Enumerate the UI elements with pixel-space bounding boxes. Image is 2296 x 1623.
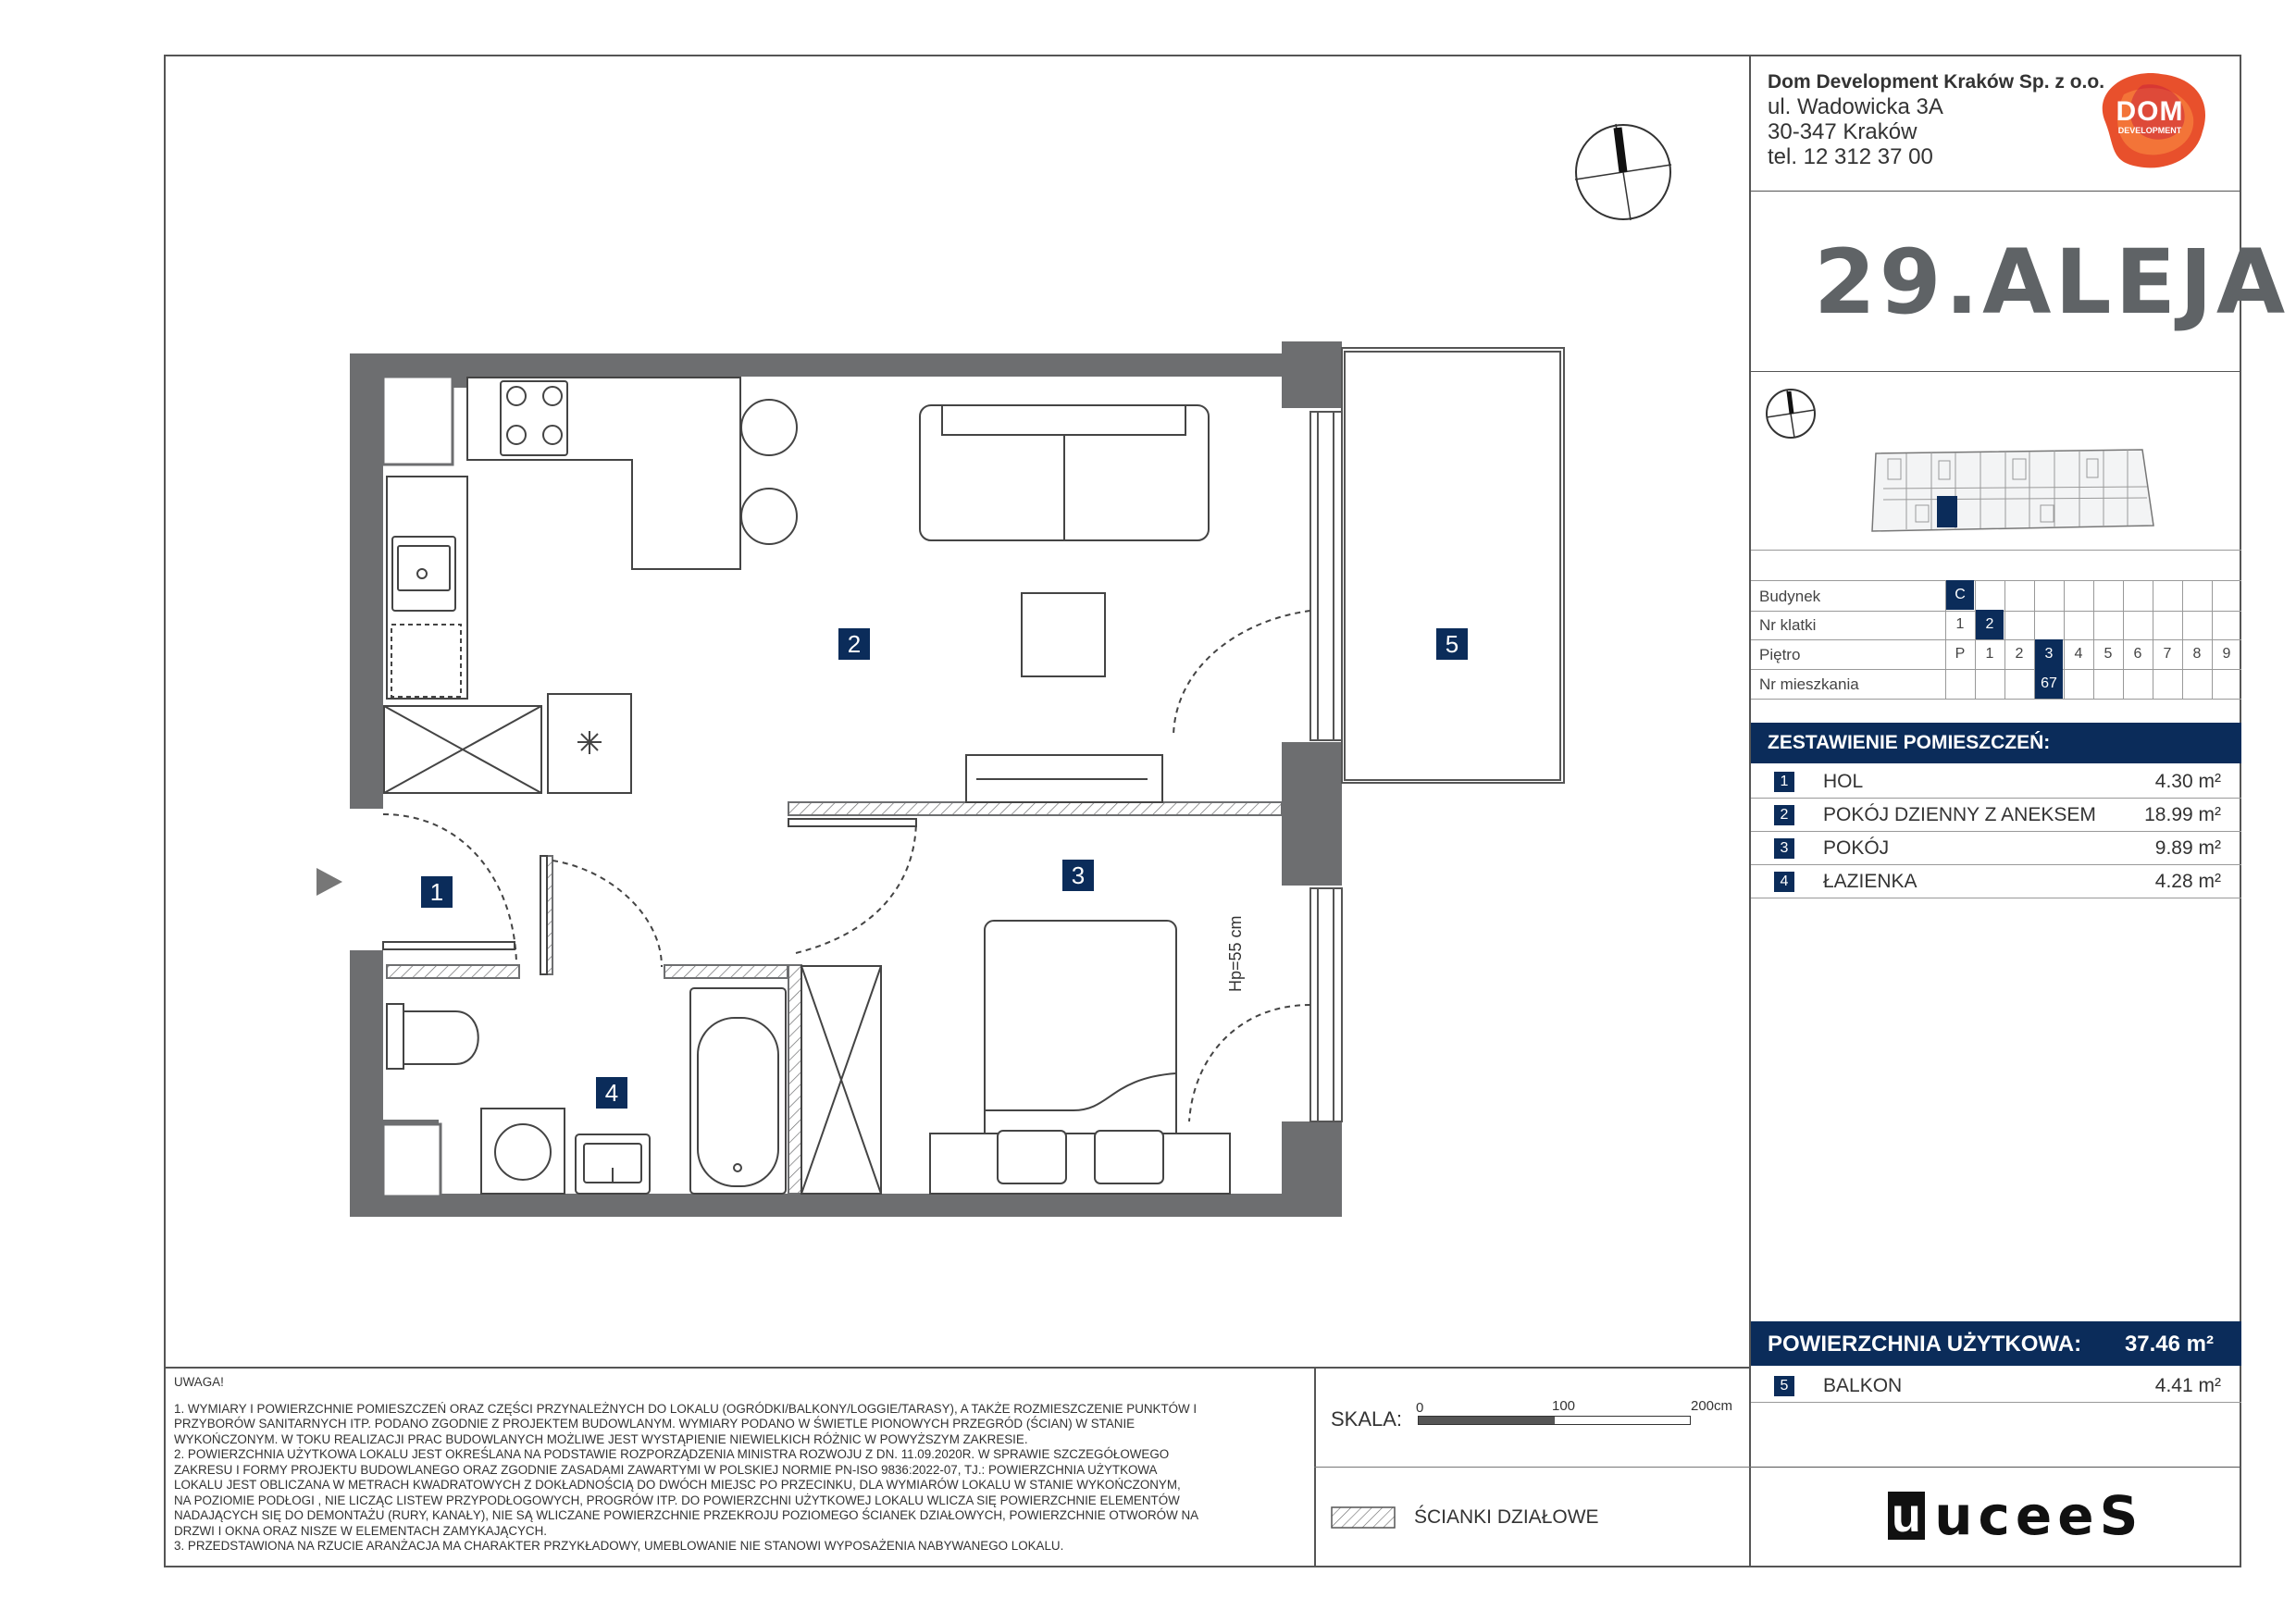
room-number: 3 — [1774, 838, 1794, 859]
location-cell — [2093, 580, 2122, 610]
notes-heading: UWAGA! — [174, 1375, 224, 1389]
location-cell — [2064, 669, 2092, 699]
sep-2 — [1751, 371, 2241, 372]
scale-tick-200: 200cm — [1691, 1398, 1733, 1414]
dom-development-logo — [2087, 67, 2212, 174]
room-tag-4: 4 — [596, 1077, 627, 1109]
location-cell — [2153, 580, 2181, 610]
location-cell: 1 — [1975, 639, 2004, 669]
note-line: ZAKRESU I FORMY PROJEKTU BUDOWLANEGO ORAZ ZGODNIE ZASADAMI ZAWARTYMI W POLSKIEJ NORMIE PN-ISO 9836:2022-07, TJ.: POWIERZCHNIA UŻYTKOWA — [174, 1462, 1158, 1477]
room-area: 4.41 m² — [2154, 1375, 2221, 1396]
note-line: 3. PRZEDSTAWIONA NA RZUCIE ARANŻACJA MA CHARAKTER PRZYKŁADOWY, UMEBLOWANIE NIE STANOWI WYPOSAŻENIA NABYWANEGO LOKALU. — [174, 1539, 1064, 1553]
row-label: Nr klatki — [1759, 616, 1817, 634]
legend-divider — [1314, 1467, 1751, 1468]
building-keyplan — [1865, 442, 2161, 544]
company-phone: tel. 12 312 37 00 — [1768, 144, 1933, 169]
note-line: 1. WYMIARY I POWIERZCHNIE POMIESZCZEŃ ORAZ CZĘŚCI PRZYNALEŻNYCH DO LOKALU (OGRÓDKI/BALKONY/LOGGIE/TARASY), A TAKŻE ROZMIESZCZENIE PUNKTÓW I — [174, 1401, 1198, 1416]
location-cell — [1975, 580, 2004, 610]
location-cell — [2034, 610, 2063, 639]
logo-text: uceeS — [1934, 1484, 2144, 1547]
uceesm-logo — [1888, 1484, 2144, 1547]
usable-area-label: POWIERZCHNIA UŻYTKOWA: — [1768, 1332, 2082, 1357]
logo-text-top: DOM — [2116, 96, 2184, 127]
scale-bar — [1418, 1416, 1691, 1425]
location-cell — [2182, 610, 2211, 639]
bedroom-furniture — [930, 921, 1230, 1194]
location-cell: C — [1945, 580, 1974, 610]
location-cell: 7 — [2153, 639, 2181, 669]
balcony-outline — [1342, 348, 1564, 783]
location-cell: 6 — [2123, 639, 2152, 669]
room-number: 2 — [1774, 805, 1794, 825]
location-cell: P — [1945, 639, 1974, 669]
room-area: 18.99 m² — [2144, 804, 2221, 825]
location-cell: 1 — [1945, 610, 1974, 639]
location-cell: 67 — [2034, 669, 2063, 699]
location-cell: 3 — [2034, 639, 2063, 669]
location-cell — [2064, 580, 2092, 610]
location-cell — [2123, 610, 2152, 639]
scale-tick-100: 100 — [1552, 1398, 1576, 1414]
notes-block — [174, 1375, 1308, 1555]
room-name: POKÓJ DZIENNY Z ANEKSEM — [1823, 804, 2096, 825]
room-tag-3: 3 — [1062, 860, 1094, 891]
hatch-swatch — [1331, 1506, 1396, 1533]
location-cell — [2004, 610, 2033, 639]
location-cell — [2093, 610, 2122, 639]
scale-label: SKALA: — [1331, 1407, 1403, 1431]
location-cell: 2 — [1975, 610, 2004, 639]
location-cell — [2182, 669, 2211, 699]
location-cell — [1975, 669, 2004, 699]
location-cell: 2 — [2004, 639, 2033, 669]
row-label: Budynek — [1759, 588, 1821, 605]
location-cell — [2182, 580, 2211, 610]
scale-bar-fill — [1419, 1417, 1555, 1424]
company-address — [1768, 69, 2104, 169]
location-cell: 8 — [2182, 639, 2211, 669]
room-number: 4 — [1774, 872, 1794, 892]
location-cell: 4 — [2064, 639, 2092, 669]
location-cell — [2093, 669, 2122, 699]
room-tag-1: 1 — [421, 876, 453, 908]
room-tag-5: 5 — [1436, 628, 1468, 660]
room-number: 1 — [1774, 772, 1794, 792]
row-label: Nr mieszkania — [1759, 675, 1859, 693]
room-area: 4.28 m² — [2154, 871, 2221, 892]
usable-area-band — [1751, 1321, 2241, 1366]
location-cell — [1945, 669, 1974, 699]
company-street: ul. Wadowicka 3A — [1768, 94, 1943, 119]
window-height-note: Hp=55 cm — [1226, 915, 1245, 992]
room-row-1 — [1751, 765, 2241, 799]
location-cell — [2212, 610, 2240, 639]
room-row-3 — [1751, 832, 2241, 865]
rooms-heading: ZESTAWIENIE POMIESZCZEŃ: — [1751, 723, 2241, 763]
location-cell — [2123, 580, 2152, 610]
location-cell — [2153, 610, 2181, 639]
entrance-arrow-icon — [316, 868, 342, 896]
location-cell — [2153, 669, 2181, 699]
legend-label: ŚCIANKI DZIAŁOWE — [1414, 1506, 1599, 1528]
room-number: 5 — [1774, 1376, 1794, 1396]
note-line: PRZYBORÓW SANITARNYCH ITP. PODANO ZGODNIE Z PROJEKTEM BUDOWLANYM. WYMIARY PODANO W ŚWIETLE PIONOWYCH PRZEGRÓD (ŚCIAN) W STANIE — [174, 1417, 1136, 1431]
logo-mark-u: u — [1888, 1492, 1925, 1540]
room-tag-2: 2 — [838, 628, 870, 660]
room-area: 4.30 m² — [2154, 771, 2221, 792]
logo-text-bottom: DEVELOPMENT — [2117, 126, 2182, 135]
sep-1 — [1751, 191, 2241, 192]
project-logo: 29.ALEJA — [1814, 230, 2290, 334]
location-cell — [2212, 669, 2240, 699]
usable-area-value: 37.46 m² — [2124, 1332, 2214, 1357]
note-line: DRZWI I OKNA ORAZ NISZE W ELEMENTACH ZAMYKAJĄCYCH. — [174, 1523, 547, 1538]
keyplan-north-icon — [1764, 387, 1818, 445]
bathroom-fixtures — [387, 966, 881, 1194]
notes-divider — [164, 1367, 1751, 1369]
location-cell — [2123, 669, 2152, 699]
scale-tick-0: 0 — [1416, 1400, 1424, 1416]
room-row-2 — [1751, 799, 2241, 832]
location-cell: 9 — [2212, 639, 2240, 669]
note-line: WYKOŃCZONYM. W TOKU REALIZACJI PRAC BUDOWLANYCH MOŻLIWE JEST WYSTĄPIENIE NIEWIELKICH RÓŻNIC W POWYŻSZYM ZAKRESIE. — [174, 1431, 1028, 1446]
note-line: NA POZIOMIE PODŁOGI , NIE LICZĄC LISTEW PRZYPODŁOGOWYCH, PROGRÓW ITP. DO POWIERZCHNI UŻYTKOWEJ LOKALU WLICZA SIĘ POWIERZCHNIE ELEMENTÓW — [174, 1493, 1180, 1507]
room-name: POKÓJ — [1823, 837, 1890, 859]
location-cell — [2034, 580, 2063, 610]
row-label: Piętro — [1759, 646, 1801, 663]
sep-3 — [1751, 550, 2241, 551]
note-line: 2. POWIERZCHNIA UŻYTKOWA LOKALU JEST OKREŚLANA NA PODSTAWIE ROZPORZĄDZENIA MINISTRA ROZWOJU Z DN. 11.09.2020R. W SPRAWIE SZCZEGÓŁOWEGO — [174, 1447, 1170, 1461]
location-cell — [2212, 580, 2240, 610]
room-name: HOL — [1823, 771, 1864, 792]
company-name: Dom Development Kraków Sp. z o.o. — [1768, 71, 2105, 93]
room-name: BALKON — [1823, 1375, 1903, 1396]
room-name: ŁAZIENKA — [1823, 871, 1917, 892]
balcony-row — [1751, 1369, 2241, 1403]
sep-4 — [1751, 1467, 2241, 1468]
note-line: LOKALU JEST OBLICZANA W METRACH KWADRATOWYCH Z DOKŁADNOŚCIĄ DO DWÓCH MIEJSC PO PRZECINKU, DLA WYMIARÓW LOKALU W STANIE WYKOŃCZONYM, — [174, 1478, 1181, 1492]
room-area: 9.89 m² — [2154, 837, 2221, 859]
living-furniture — [920, 405, 1209, 802]
location-cell — [2064, 610, 2092, 639]
location-cell — [2004, 669, 2033, 699]
company-city: 30-347 Kraków — [1768, 119, 1917, 144]
note-line: NADAJĄCYCH SIĘ DO DEMONTAŻU (RURY, KANAŁY), NIE SĄ WLICZANE POWIERZCHNIE PRZEKROJU POZIOMEGO ŚCIANEK DZIAŁOWYCH, POWIERZCHNIE OTWORÓW NA — [174, 1508, 1199, 1522]
location-cell: 5 — [2093, 639, 2122, 669]
location-cell — [2004, 580, 2033, 610]
room-row-4 — [1751, 865, 2241, 898]
